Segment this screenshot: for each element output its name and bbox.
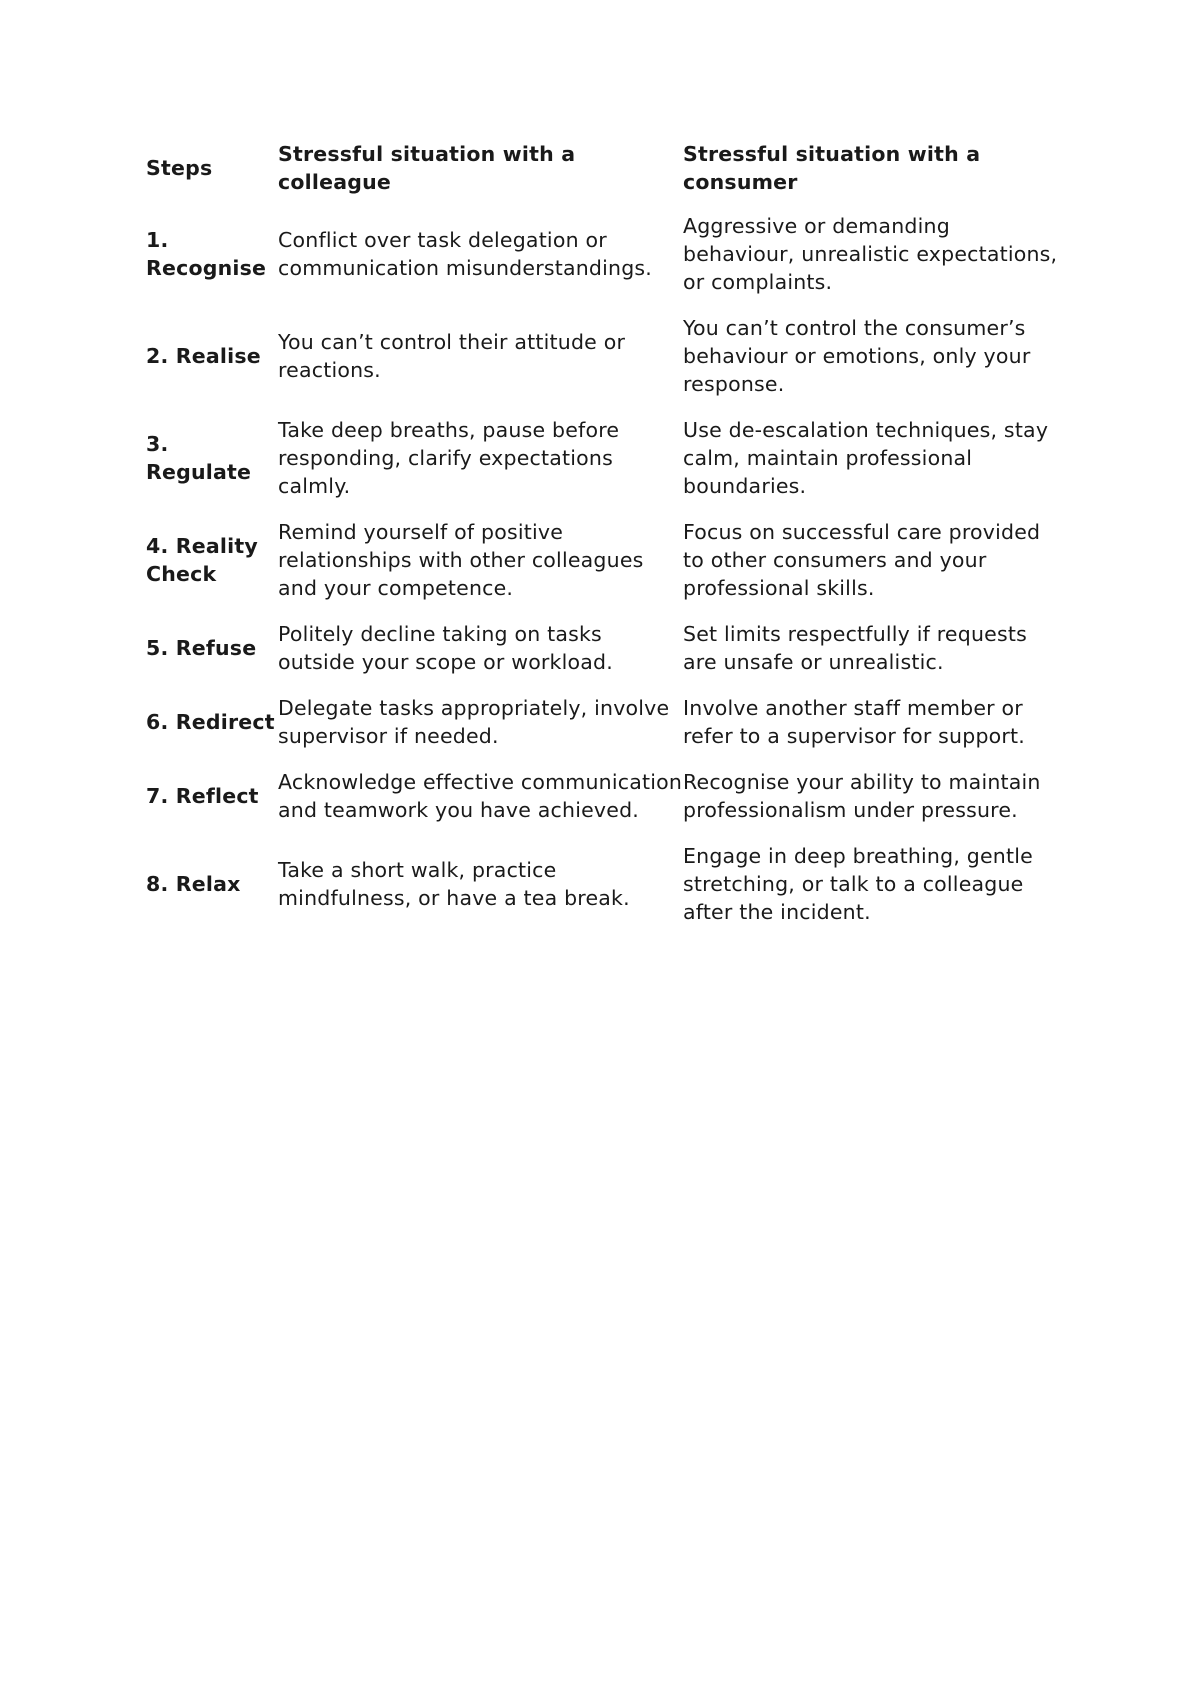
colleague-cell: Remind yourself of positive relationships with other colleagues and your competence. [278,520,644,600]
colleague-cell: You can’t control their attitude or reactions. [278,330,626,382]
table-row [146,518,1066,620]
consumer-cell: Engage in deep breathing, gentle stretching, or talk to a colleague after the incident. [683,844,1033,924]
colleague-cell: Conflict over task delegation or communication misunderstandings. [278,228,653,280]
consumer-cell: You can’t control the consumer’s behaviour or emotions, only your response. [683,316,1031,396]
table-row [146,620,1066,694]
colleague-cell: Delegate tasks appropriately, involve supervisor if needed. [278,696,670,748]
colleague-cell: Politely decline taking on tasks outside your scope or workload. [278,622,613,674]
table-row [146,314,1066,416]
step-label: 2. Realise [146,344,261,368]
step-label: 3. Regulate [146,432,252,484]
table-header-row [146,140,1066,212]
step-label: 7. Reflect [146,784,259,808]
consumer-cell: Recognise your ability to maintain professionalism under pressure. [683,770,1041,822]
consumer-cell: Use de-escalation techniques, stay calm, maintain professional boundaries. [683,418,1049,498]
step-label: 4. Reality Check [146,534,258,586]
header-steps: Steps [146,156,213,180]
table-row [146,212,1066,314]
colleague-cell: Take a short walk, practice mindfulness, or have a tea break. [278,858,630,910]
consumer-cell: Focus on successful care provided to other consumers and your professional skills. [683,520,1041,600]
colleague-cell: Acknowledge effective communication and teamwork you have achieved. [278,770,683,822]
consumer-cell: Set limits respectfully if requests are unsafe or unrealistic. [683,622,1027,674]
step-label: 8. Relax [146,872,241,896]
table-row [146,694,1066,768]
step-label: 5. Refuse [146,636,257,660]
table-row [146,842,1066,944]
consumer-cell: Involve another staff member or refer to a supervisor for support. [683,696,1025,748]
table-row [146,768,1066,842]
step-label: 1. Recognise [146,228,267,280]
header-consumer: Stressful situation with a consumer [683,142,981,194]
header-colleague: Stressful situation with a colleague [278,142,576,194]
consumer-cell: Aggressive or demanding behaviour, unrealistic expectations, or complaints. [683,214,1058,294]
colleague-cell: Take deep breaths, pause before responding, clarify expectations calmly. [278,418,620,498]
steps-table [146,140,1066,944]
table-row [146,416,1066,518]
step-label: 6. Redirect [146,710,275,734]
